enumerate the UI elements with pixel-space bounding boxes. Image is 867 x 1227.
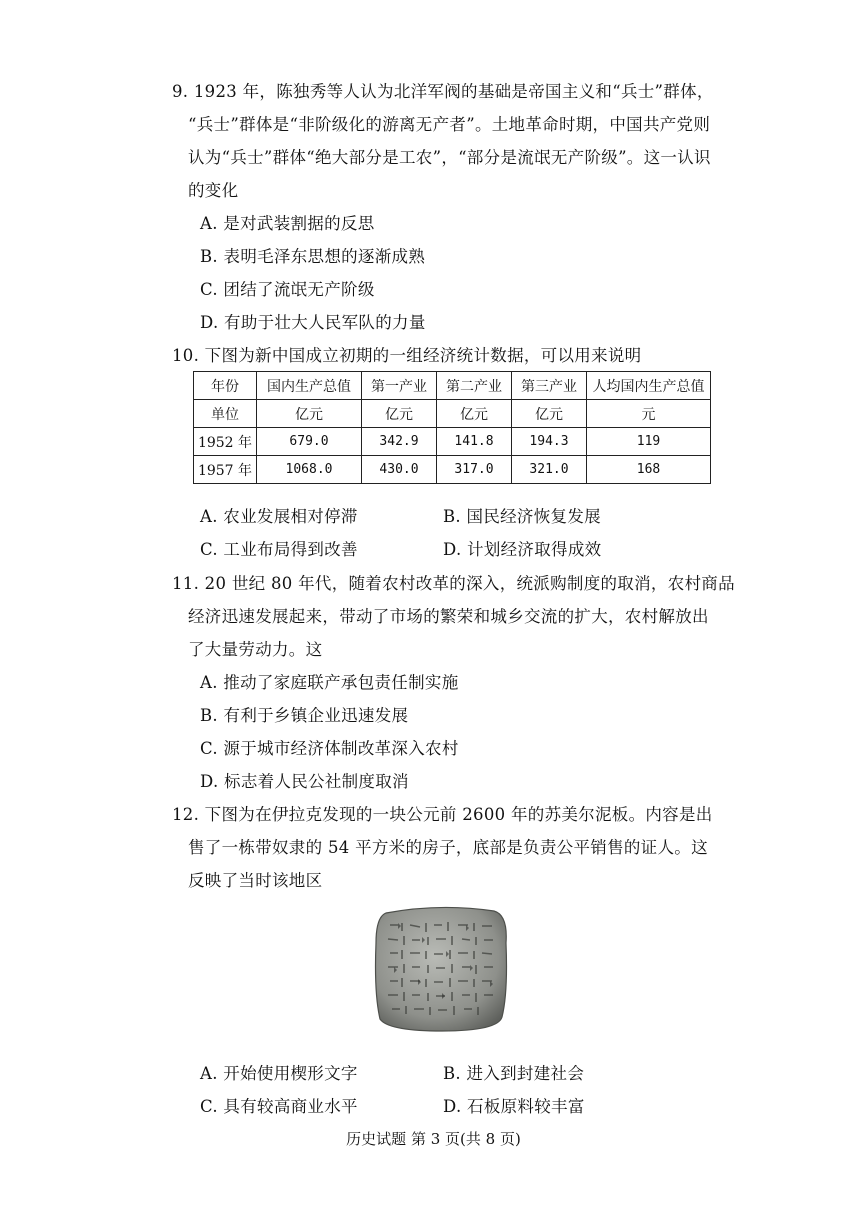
q10-option-a: A. 农业发展相对停滞 [200,507,358,526]
table-cell: 1068.0 [257,456,362,484]
q12-option-b: B. 进入到封建社会 [443,1064,585,1083]
q11-option-b: B. 有利于乡镇企业迅速发展 [200,706,409,725]
table-cell: 亿元 [257,400,362,428]
table-header-cell: 人均国内生产总值 [587,372,711,400]
q10-stem: 10. 下图为新中国成立初期的一组经济统计数据，可以用来说明 [172,346,642,365]
table-cell: 194.3 [512,428,587,456]
table-header-cell: 第二产业 [437,372,512,400]
table-cell: 亿元 [362,400,437,428]
table-cell: 317.0 [437,456,512,484]
q11-option-c: C. 源于城市经济体制改革深入农村 [200,739,459,758]
table-header-cell: 第三产业 [512,372,587,400]
q11-option-a: A. 推动了家庭联产承包责任制实施 [200,673,459,692]
page-footer: 历史试题 第 3 页(共 8 页) [346,1130,521,1148]
q12-stem-line2: 售了一栋带奴隶的 54 平方米的房子，底部是负责公平销售的证人。这 [188,838,708,857]
table-cell: 168 [587,456,711,484]
q12-option-d: D. 石板原料较丰富 [443,1097,585,1116]
table-cell: 元 [587,400,711,428]
sumerian-clay-tablet-image [372,903,508,1033]
q9-stem-line2: “兵士”群体是“非阶级化的游离无产者”。土地革命时期，中国共产党则 [188,115,711,134]
table-cell: 119 [587,428,711,456]
table-cell: 亿元 [437,400,512,428]
q9-option-d: D. 有助于壮大人民军队的力量 [200,313,426,332]
table-cell: 1952 年 [194,428,257,456]
q9-stem-line3: 认为“兵士”群体“绝大部分是工农”，“部分是流氓无产阶级”。这一认识 [188,148,711,167]
table-cell: 亿元 [512,400,587,428]
q9-option-a: A. 是对武装割据的反思 [200,214,375,233]
q12-stem-line3: 反映了当时该地区 [188,871,323,890]
q12-stem-line1: 12. 下图为在伊拉克发现的一块公元前 2600 年的苏美尔泥板。内容是出 [172,805,713,824]
table-header-cell: 国内生产总值 [257,372,362,400]
table-cell: 342.9 [362,428,437,456]
table-cell: 321.0 [512,456,587,484]
table-cell: 430.0 [362,456,437,484]
q12-option-c: C. 具有较高商业水平 [200,1097,358,1116]
table-header-row [194,372,711,400]
q9-stem-line1: 9. 1923 年，陈独秀等人认为北洋军阀的基础是帝国主义和“兵士”群体， [172,82,714,101]
q10-option-d: D. 计划经济取得成效 [443,540,602,559]
q10-option-c: C. 工业布局得到改善 [200,540,358,559]
table-row [194,456,711,484]
clay-tablet-graphic [372,903,508,1033]
table-header-cell: 年份 [194,372,257,400]
table-unit-row [194,400,711,428]
q11-stem-line2: 经济迅速发展起来，带动了市场的繁荣和城乡交流的扩大，农村解放出 [188,607,709,626]
q10-option-b: B. 国民经济恢复发展 [443,507,601,526]
q9-option-b: B. 表明毛泽东思想的逐渐成熟 [200,247,426,266]
q9-option-c: C. 团结了流氓无产阶级 [200,280,375,299]
q12-option-a: A. 开始使用楔形文字 [200,1064,358,1083]
table-row [194,428,711,456]
table-cell: 141.8 [437,428,512,456]
economic-stats-table [193,371,711,484]
table-header-cell: 第一产业 [362,372,437,400]
table-cell: 679.0 [257,428,362,456]
q11-option-d: D. 标志着人民公社制度取消 [200,772,409,791]
q9-stem-line4: 的变化 [188,181,239,200]
q11-stem-line3: 了大量劳动力。这 [188,640,323,659]
q11-stem-line1: 11. 20 世纪 80 年代，随着农村改革的深入，统派购制度的取消，农村商品 [172,574,735,593]
table-cell: 1957 年 [194,456,257,484]
table-cell: 单位 [194,400,257,428]
